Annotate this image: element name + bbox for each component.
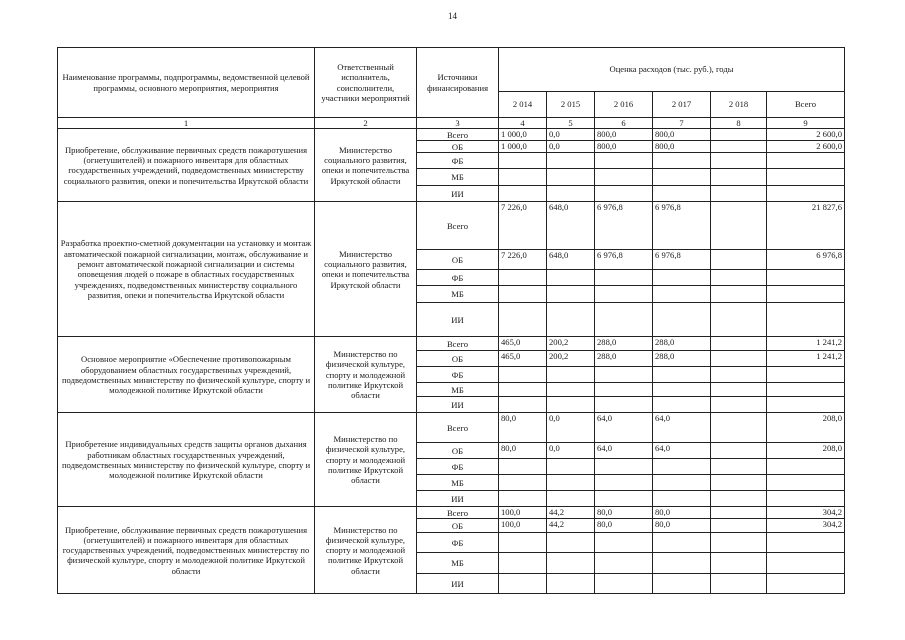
amount-cell: 80,0	[499, 413, 547, 443]
header-name: Наименование программы, подпрограммы, ведомственной целевой программы, основного мероприятия, мероприятия	[58, 48, 315, 118]
amount-cell: 7 226,0	[499, 250, 547, 270]
amount-cell: 800,0	[653, 129, 711, 141]
amount-cell	[595, 270, 653, 286]
amount-cell	[547, 270, 595, 286]
amount-cell	[499, 553, 547, 574]
amount-cell: 100,0	[499, 519, 547, 533]
funding-source: Всего	[417, 507, 499, 519]
amount-cell: 465,0	[499, 337, 547, 351]
funding-source: МБ	[417, 475, 499, 491]
amount-cell	[767, 270, 845, 286]
column-number: 6	[595, 118, 653, 129]
column-number: 4	[499, 118, 547, 129]
funding-source: МБ	[417, 169, 499, 186]
amount-cell: 800,0	[595, 141, 653, 153]
amount-cell	[547, 153, 595, 169]
amount-cell	[711, 383, 767, 397]
amount-cell	[547, 286, 595, 303]
amount-cell	[499, 153, 547, 169]
amount-cell	[499, 270, 547, 286]
amount-cell	[653, 475, 711, 491]
amount-cell	[711, 351, 767, 367]
amount-cell: 800,0	[595, 129, 653, 141]
amount-cell	[547, 367, 595, 383]
amount-cell	[595, 169, 653, 186]
amount-cell: 208,0	[767, 413, 845, 443]
amount-cell	[595, 153, 653, 169]
amount-cell	[711, 367, 767, 383]
amount-cell	[711, 413, 767, 443]
header-year: 2 016	[595, 92, 653, 118]
activity-name: Разработка проектно-сметной документации на установку и монтаж автоматической пожарной сигнализации, монтаж, обслуживание и ремонт автоматической пожарной сигнализации и системы оповещения людей о пожаре в областных государственных учреждениях, подведомственных министерству социального развития, опеки и попечительства Иркутской области	[58, 202, 315, 337]
amount-cell	[547, 186, 595, 202]
funding-source: Всего	[417, 337, 499, 351]
funding-source: ОБ	[417, 351, 499, 367]
amount-cell: 0,0	[547, 141, 595, 153]
amount-cell: 6 976,8	[653, 202, 711, 250]
amount-cell	[547, 397, 595, 413]
amount-cell	[711, 270, 767, 286]
column-number: 3	[417, 118, 499, 129]
amount-cell: 288,0	[653, 351, 711, 367]
header-source: Источники финансирования	[417, 48, 499, 118]
header-year: Всего	[767, 92, 845, 118]
amount-cell: 288,0	[595, 337, 653, 351]
amount-cell	[653, 459, 711, 475]
funding-source: МБ	[417, 286, 499, 303]
amount-cell	[653, 383, 711, 397]
amount-cell	[653, 491, 711, 507]
amount-cell	[711, 129, 767, 141]
amount-cell: 44,2	[547, 507, 595, 519]
amount-cell: 64,0	[595, 443, 653, 459]
amount-cell	[711, 507, 767, 519]
column-number: 2	[315, 118, 417, 129]
amount-cell	[499, 533, 547, 553]
amount-cell: 100,0	[499, 507, 547, 519]
funding-source: ФБ	[417, 459, 499, 475]
column-number: 8	[711, 118, 767, 129]
amount-cell	[547, 491, 595, 507]
amount-cell	[767, 169, 845, 186]
executor: Министерство социального развития, опеки и попечительства Иркутской области	[315, 202, 417, 337]
funding-source: МБ	[417, 383, 499, 397]
amount-cell	[595, 533, 653, 553]
amount-cell: 288,0	[653, 337, 711, 351]
amount-cell: 1 241,2	[767, 351, 845, 367]
amount-cell: 200,2	[547, 337, 595, 351]
funding-source: ИИ	[417, 574, 499, 594]
header-year: 2 017	[653, 92, 711, 118]
amount-cell	[547, 383, 595, 397]
amount-cell	[595, 383, 653, 397]
amount-cell	[711, 475, 767, 491]
amount-cell	[767, 397, 845, 413]
amount-cell	[499, 397, 547, 413]
amount-cell: 6 976,8	[767, 250, 845, 270]
amount-cell	[499, 186, 547, 202]
amount-cell	[499, 169, 547, 186]
amount-cell: 6 976,8	[595, 202, 653, 250]
amount-cell	[595, 397, 653, 413]
amount-cell	[595, 475, 653, 491]
funding-source: МБ	[417, 553, 499, 574]
amount-cell: 648,0	[547, 202, 595, 250]
amount-cell	[711, 250, 767, 270]
amount-cell: 6 976,8	[595, 250, 653, 270]
amount-cell	[767, 186, 845, 202]
funding-source: ФБ	[417, 533, 499, 553]
amount-cell	[547, 533, 595, 553]
amount-cell	[711, 443, 767, 459]
table-row	[58, 413, 845, 443]
amount-cell	[653, 553, 711, 574]
amount-cell: 2 600,0	[767, 129, 845, 141]
executor: Министерство по физической культуре, спорту и молодежной политике Иркутской области	[315, 413, 417, 507]
amount-cell	[595, 491, 653, 507]
amount-cell	[547, 553, 595, 574]
amount-cell	[767, 553, 845, 574]
amount-cell	[547, 303, 595, 337]
activity-name: Основное мероприятие «Обеспечение противопожарным оборудованием областных государственных учреждений, подведомственных министерству по физической культуре, спорту и молодежной политике Иркутской области	[58, 337, 315, 413]
amount-cell	[547, 574, 595, 594]
amount-cell: 7 226,0	[499, 202, 547, 250]
table-row	[58, 202, 845, 250]
amount-cell: 80,0	[595, 507, 653, 519]
amount-cell	[653, 574, 711, 594]
amount-cell	[767, 533, 845, 553]
funding-source: ИИ	[417, 186, 499, 202]
amount-cell	[499, 574, 547, 594]
amount-cell	[711, 186, 767, 202]
amount-cell: 208,0	[767, 443, 845, 459]
header-year: 2 014	[499, 92, 547, 118]
amount-cell: 44,2	[547, 519, 595, 533]
table-row	[58, 507, 845, 519]
expenses-table	[57, 47, 845, 594]
amount-cell: 21 827,6	[767, 202, 845, 250]
funding-source: ИИ	[417, 491, 499, 507]
amount-cell	[767, 286, 845, 303]
executor: Министерство по физической культуре, спорту и молодежной политике Иркутской области	[315, 337, 417, 413]
amount-cell	[595, 303, 653, 337]
amount-cell	[653, 367, 711, 383]
amount-cell	[711, 533, 767, 553]
amount-cell: 465,0	[499, 351, 547, 367]
amount-cell	[767, 459, 845, 475]
amount-cell: 0,0	[547, 413, 595, 443]
page-number: 14	[448, 11, 457, 21]
amount-cell	[711, 459, 767, 475]
amount-cell	[711, 169, 767, 186]
amount-cell: 1 241,2	[767, 337, 845, 351]
amount-cell	[767, 383, 845, 397]
amount-cell: 1 000,0	[499, 141, 547, 153]
header-year: 2 015	[547, 92, 595, 118]
funding-source: ОБ	[417, 141, 499, 153]
amount-cell	[653, 270, 711, 286]
amount-cell: 304,2	[767, 507, 845, 519]
amount-cell	[711, 153, 767, 169]
amount-cell: 64,0	[595, 413, 653, 443]
column-number: 5	[547, 118, 595, 129]
funding-source: ИИ	[417, 303, 499, 337]
amount-cell	[595, 367, 653, 383]
amount-cell	[767, 367, 845, 383]
amount-cell	[547, 459, 595, 475]
funding-source: ФБ	[417, 153, 499, 169]
amount-cell: 0,0	[547, 443, 595, 459]
amount-cell: 800,0	[653, 141, 711, 153]
funding-source: ОБ	[417, 443, 499, 459]
amount-cell	[595, 286, 653, 303]
funding-source: Всего	[417, 129, 499, 141]
amount-cell: 80,0	[653, 519, 711, 533]
amount-cell: 64,0	[653, 443, 711, 459]
column-number: 1	[58, 118, 315, 129]
amount-cell	[711, 397, 767, 413]
amount-cell	[711, 519, 767, 533]
activity-name: Приобретение индивидуальных средств защиты органов дыхания работникам областных государственных учреждений, подведомственных министерству по физической культуре, спорту и молодежной политике Иркутской области	[58, 413, 315, 507]
amount-cell	[653, 186, 711, 202]
amount-cell: 80,0	[653, 507, 711, 519]
amount-cell	[711, 141, 767, 153]
amount-cell: 288,0	[595, 351, 653, 367]
amount-cell	[711, 574, 767, 594]
amount-cell: 2 600,0	[767, 141, 845, 153]
amount-cell: 1 000,0	[499, 129, 547, 141]
amount-cell: 6 976,8	[653, 250, 711, 270]
amount-cell	[711, 553, 767, 574]
amount-cell	[767, 491, 845, 507]
amount-cell: 64,0	[653, 413, 711, 443]
funding-source: ФБ	[417, 367, 499, 383]
amount-cell: 304,2	[767, 519, 845, 533]
amount-cell	[595, 574, 653, 594]
amount-cell: 200,2	[547, 351, 595, 367]
executor: Министерство по физической культуре, спорту и молодежной политике Иркутской области	[315, 507, 417, 594]
amount-cell	[711, 337, 767, 351]
amount-cell: 80,0	[595, 519, 653, 533]
funding-source: Всего	[417, 202, 499, 250]
header-year: 2 018	[711, 92, 767, 118]
header-executor: Ответственный исполнитель, соисполнители, участники мероприятий	[315, 48, 417, 118]
amount-cell	[711, 286, 767, 303]
amount-cell	[499, 303, 547, 337]
table-row	[58, 337, 845, 351]
activity-name: Приобретение, обслуживание первичных средств пожаротушения (огнетушителей) и пожарного инвентаря для областных государственных учреждений, подведомственных министерству по физической культуре, спорту и молодежной политике Иркутской области	[58, 507, 315, 594]
amount-cell	[767, 303, 845, 337]
amount-cell	[653, 169, 711, 186]
amount-cell	[653, 286, 711, 303]
funding-source: Всего	[417, 413, 499, 443]
amount-cell	[767, 574, 845, 594]
amount-cell: 648,0	[547, 250, 595, 270]
amount-cell	[499, 491, 547, 507]
activity-name: Приобретение, обслуживание первичных средств пожаротушения (огнетушителей) и пожарного инвентаря для областных государственных учреждений, подведомственных министерству социального развития, опеки и попечительства Иркутской области	[58, 129, 315, 202]
column-number: 7	[653, 118, 711, 129]
amount-cell	[653, 397, 711, 413]
amount-cell	[767, 153, 845, 169]
amount-cell	[499, 475, 547, 491]
amount-cell	[499, 459, 547, 475]
amount-cell	[547, 475, 595, 491]
amount-cell: 0,0	[547, 129, 595, 141]
amount-cell	[711, 303, 767, 337]
amount-cell	[767, 475, 845, 491]
amount-cell	[499, 286, 547, 303]
amount-cell	[499, 383, 547, 397]
funding-source: ФБ	[417, 270, 499, 286]
amount-cell	[653, 153, 711, 169]
funding-source: ИИ	[417, 397, 499, 413]
amount-cell	[547, 169, 595, 186]
amount-cell	[711, 491, 767, 507]
amount-cell	[711, 202, 767, 250]
executor: Министерство социального развития, опеки и попечительства Иркутской области	[315, 129, 417, 202]
funding-source: ОБ	[417, 519, 499, 533]
amount-cell	[499, 367, 547, 383]
amount-cell	[653, 303, 711, 337]
header-costs: Оценка расходов (тыс. руб.), годы	[499, 48, 845, 92]
amount-cell: 80,0	[499, 443, 547, 459]
table-row	[58, 129, 845, 141]
amount-cell	[653, 533, 711, 553]
amount-cell	[595, 553, 653, 574]
column-number: 9	[767, 118, 845, 129]
funding-source: ОБ	[417, 250, 499, 270]
amount-cell	[595, 186, 653, 202]
amount-cell	[595, 459, 653, 475]
